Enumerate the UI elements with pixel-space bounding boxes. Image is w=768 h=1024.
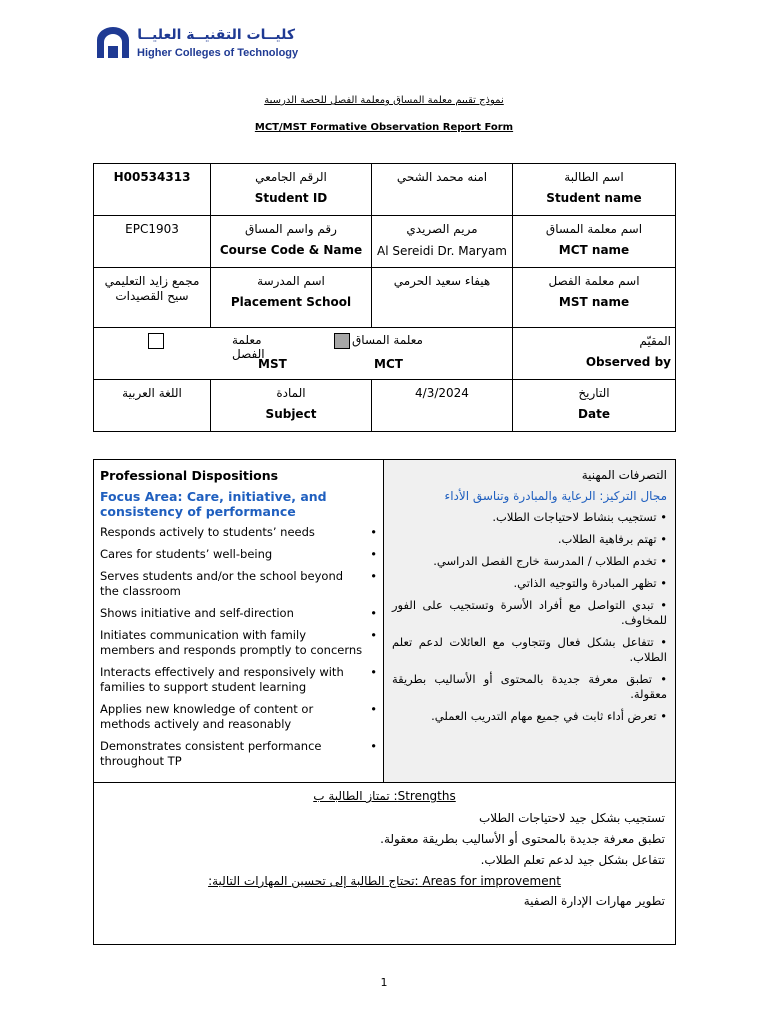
observed-by-label-en: Observed by (585, 355, 671, 369)
mct-name-value-ar: مريم الصريدي (406, 222, 478, 236)
date-label-cell (513, 380, 676, 432)
mst-name-label-en: MST name (558, 295, 630, 309)
mst-name-label-cell (513, 268, 676, 328)
date-value-cell (372, 380, 513, 432)
date-label-en: Date (578, 407, 610, 421)
improvement-heading: Areas for improvement :تحتاج الطالبة إلى تحسين المهارات التالية: (208, 874, 561, 888)
student-row (94, 164, 676, 216)
list-item: • تبدي التواصل مع أفراد الأسرة وتستجيب على الفور للمخاوف. (392, 598, 667, 627)
course-label-ar: رقم واسم المساق (245, 222, 337, 236)
list-item: Interacts effectively and responsively with families to support student learning • (100, 665, 377, 694)
mst-name-value: هيفاء سعيد الحرمي (393, 274, 491, 288)
observer-options-cell (94, 328, 513, 380)
mst-row (94, 268, 676, 328)
subject-value: اللغة العربية (122, 386, 182, 400)
list-item: Responds actively to students’ needs • (100, 525, 377, 539)
mct-name-label-en: MCT name (558, 243, 630, 257)
student-name-label-ar: اسم الطالبة (564, 170, 624, 184)
dispositions-table (93, 459, 676, 945)
page-number: 1 (380, 976, 388, 989)
feedback-row (94, 783, 676, 945)
student-id-label-en: Student ID (254, 191, 328, 205)
school-label-en: Placement School (230, 295, 352, 309)
dispositions-heading-ar: التصرفات المهنية (581, 468, 667, 482)
list-item: • تعرض أداء ثابت في جميع مهام التدريب العملي. (431, 709, 667, 723)
feedback-cell (94, 783, 676, 945)
hct-arch-icon (95, 26, 131, 60)
subject-label-en: Subject (265, 407, 317, 421)
list-item: • تخدم الطلاب / المدرسة خارج الفصل الدراسي. (433, 554, 667, 568)
list-item: Applies new knowledge of content or methods actively and reasonably • (100, 702, 377, 731)
logo-english-text: Higher Colleges of Technology (137, 47, 299, 59)
observed-by-label-cell (513, 328, 676, 380)
dispositions-english-cell (94, 460, 384, 783)
student-name-value-cell (372, 164, 513, 216)
school-label-ar: اسم المدرسة (257, 274, 325, 288)
dispositions-row (94, 460, 676, 783)
strength-item: تتفاعل بشكل جيد لدعم تعلم الطلاب. (480, 853, 665, 867)
list-item: Initiates communication with family members and responds promptly to concerns • (100, 628, 377, 657)
mct-name-label-ar: اسم معلمة المساق (545, 222, 643, 236)
student-name-value: امنه محمد الشحي (396, 170, 488, 184)
list-item: • تطبق معرفة جديدة بالمحتوى أو الأساليب بطريقة معقولة. (392, 672, 667, 701)
date-label-ar: التاريخ (578, 386, 610, 400)
student-name-label-en: Student name (546, 191, 642, 205)
list-item: • تستجيب بنشاط لاحتياجات الطلاب. (492, 510, 667, 524)
mst-name-value-cell (372, 268, 513, 328)
student-id-value-cell (94, 164, 211, 216)
strengths-heading: Strengths: تمتاز الطالبة ب (313, 789, 456, 803)
school-label-cell (211, 268, 372, 328)
course-label-cell (211, 216, 372, 268)
date-value: 4/3/2024 (415, 386, 469, 400)
student-id-value: H00534313 (113, 170, 191, 184)
mst-option-label-en: MST (258, 357, 287, 371)
logo-arabic-text: كليــات التقنيــة العليــا (137, 27, 295, 43)
list-item: Shows initiative and self-direction • (100, 606, 377, 620)
school-value-cell (94, 268, 211, 328)
mct-name-value-en: Al Sereidi Dr. Maryam (377, 244, 507, 258)
subject-label-cell (211, 380, 372, 432)
dispositions-heading-en: Professional Dispositions (100, 468, 279, 483)
subject-value-cell (94, 380, 211, 432)
mct-option-label-en: MCT (374, 357, 403, 371)
focus-area-ar: مجال التركيز: الرعاية والمبادرة وتناسق الأداء (444, 489, 667, 503)
subject-label-ar: المادة (276, 386, 306, 400)
student-info-table (93, 163, 676, 432)
course-value: EPC1903 (125, 222, 179, 236)
school-value: مجمع زايد التعليمي سيح القصيدات (104, 274, 200, 303)
strength-item: تستجيب بشكل جيد لاحتياجات الطلاب (479, 811, 665, 825)
mst-name-label-ar: اسم معلمة الفصل (548, 274, 640, 288)
mst-option-label-ar: معلمة الفصل (232, 333, 265, 361)
mct-option-label-ar: معلمة المساق (352, 333, 423, 347)
list-item: • تتفاعل بشكل فعال وتتجاوب مع العائلات لدعم تعلم الطلاب. (392, 635, 667, 664)
focus-area-en: Focus Area: Care, initiative, and consistency of performance (100, 489, 327, 519)
form-title-arabic: نموذج تقييم معلمة المساق ومعلمة الفصل للحصة الدرسية (264, 95, 504, 106)
dispositions-list-en (100, 525, 377, 769)
course-value-cell (94, 216, 211, 268)
student-name-label-cell (513, 164, 676, 216)
list-item: • تهتم برفاهية الطلاب. (557, 532, 667, 546)
mst-checkbox[interactable] (148, 333, 164, 349)
date-row (94, 380, 676, 432)
list-item: • تظهر المبادرة والتوجيه الذاتي. (513, 576, 667, 590)
dispositions-arabic-cell (384, 460, 676, 783)
student-id-label-ar: الرقم الجامعي (255, 170, 327, 184)
mct-name-value-cell (372, 216, 513, 268)
mct-checkbox[interactable] (334, 333, 350, 349)
strength-item: تطبق معرفة جديدة بالمحتوى أو الأساليب بطريقة معقولة. (380, 832, 665, 846)
form-title-english: MCT/MST Formative Observation Report Form (254, 122, 514, 133)
dispositions-list-ar (392, 510, 667, 724)
hct-logo (95, 26, 305, 64)
improvement-item: تطوير مهارات الإدارة الصفية (523, 894, 665, 908)
mct-row (94, 216, 676, 268)
mct-name-label-cell (513, 216, 676, 268)
list-item: Cares for students’ well-being • (100, 547, 377, 561)
course-label-en: Course Code & Name (219, 243, 363, 257)
observed-by-row (94, 328, 676, 380)
list-item: Demonstrates consistent performance throughout TP • (100, 739, 377, 768)
student-id-label-cell (211, 164, 372, 216)
observed-by-label-ar: المقيّم (639, 334, 671, 348)
list-item: Serves students and/or the school beyond the classroom • (100, 569, 377, 598)
